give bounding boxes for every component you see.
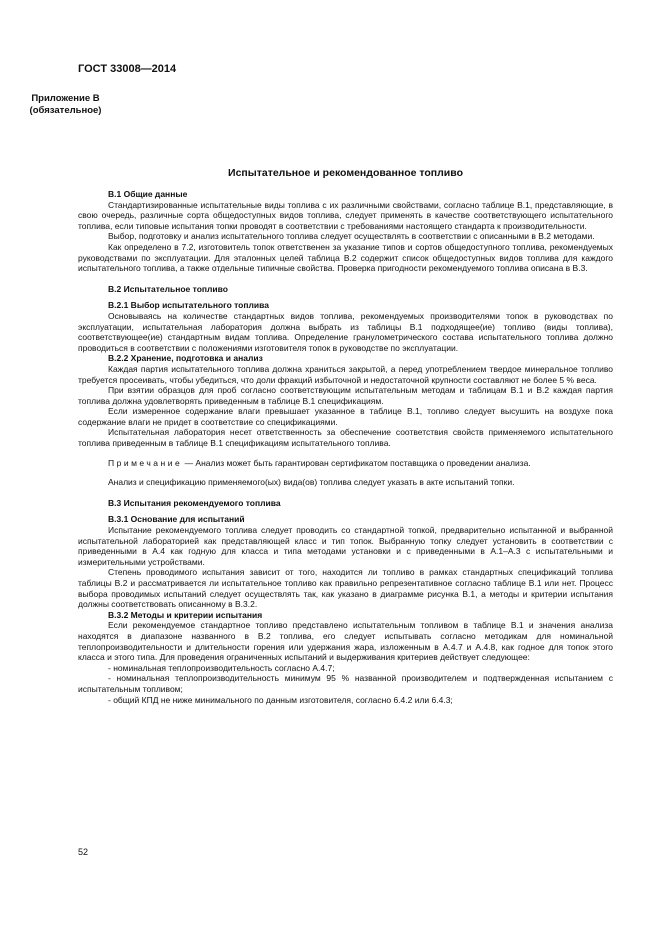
document-body	[78, 189, 613, 705]
section-heading: В.1 Общие данные	[108, 189, 188, 199]
section-heading: В.3 Испытания рекомендуемого топлива	[108, 497, 281, 508]
paragraph: Анализ и спецификацию применяемого(ых) вида(ов) топлива следует указать в акте испытаний топки.	[108, 477, 515, 488]
page-number: 52	[78, 847, 89, 857]
document-title: Испытательное и рекомендованное топливо	[228, 167, 463, 179]
subsection-heading: В.3.2 Методы и критерии испытания	[108, 609, 263, 620]
subsection-heading: В.3.1 Основание для испытаний	[108, 514, 245, 525]
appendix-title: Приложение В	[31, 93, 100, 104]
paragraph: Выбор, подготовку и анализ испытательного топлива следует осуществлять в соответствии с описанными в В.2 методами.	[108, 231, 595, 242]
list-item: - номинальная теплопроизводительность минимум 95 % названной производителем и подтвержденная испытанием с испытательным топливом;	[78, 673, 613, 694]
note-label: Примечание	[108, 457, 183, 468]
document-header: ГОСТ 33008—2014	[78, 63, 177, 75]
note-text: — Анализ может быть гарантирован сертификатом поставщика о проведении анализа.	[182, 457, 531, 468]
paragraph: Испытательная лаборатория несет ответственность за обеспечение соответствия свойств применяемого испытательного топлива приведенным в таблице В.1 спецификациям испытательного топлива.	[78, 427, 613, 449]
paragraph: Если рекомендуемое стандартное топливо представлено испытательным топливом в таблице В.1 и значения анализа находятся в диапазоне названного в В.2 топлива, его следует испытывать согласно методикам для номинальной теплопроизводительности и длительности горения или удержания жара, изложенным в А.4.7 и А.4.8, как годное для топок этого класса и этого типа. Для проведения ограниченных испытаний и выдерживания критериев действует следующее:	[78, 620, 613, 663]
paragraph: Каждая партия испытательного топлива должна храниться закрытой, а перед употреблением твердое минеральное топливо требуется просеивать, чтобы убедиться, что доли фракций избыточной и недостаточной крупности составляют не более 5 % веса.	[78, 363, 613, 385]
subsection-heading: В.2.2 Хранение, подготовка и анализ	[108, 353, 263, 364]
section-heading: В.2 Испытательное топливо	[108, 283, 228, 294]
paragraph: Как определено в 7.2, изготовитель топок ответственен за указание типов и сортов общедоступного топлива, рекомендуемых руководствами по эксплуатации. Для эталонных целей таблица В.2 содержит список общедоступных видов топлива для каждого испытательного топлива, а также отдельные типичные свойства. Проверка пригодности рекомендуемого топлива описана в В.3.	[78, 241, 613, 274]
paragraph: Если измеренное содержание влаги превышает указанное в таблице В.1, топливо следует высушить на воздухе пока содержание влаги не придет в соответствие со спецификациями.	[78, 406, 613, 427]
list-item: - общий КПД не ниже минимального по данным изготовителя, согласно 6.4.2 или 6.4.3;	[108, 694, 453, 705]
paragraph: Стандартизированные испытательные виды топлива с их различными свойствами, согласно таблице В.1, представляющие, в свою очередь, различные сорта общедоступных видов топлива, следует применять в качестве соответствующего испытательного топлива, если типовые испытания топки проводят в соответствии с требованиями настоящего стандарта к производительности.	[78, 199, 613, 231]
paragraph: Испытание рекомендуемого топлива следует проводить со стандартной топкой, предварительно испытанной и выбранной испытательной лабораторией как представляющей класс и тип топок. Выбранную топку следует установить в соответствии с приведенными в А.4 как годную для класса и типа методами установки и с приведенными в А.1–А.3 с испытательными и измерительными устройствами.	[78, 525, 613, 567]
paragraph: Степень проводимого испытания зависит от того, находится ли топливо в рамках стандартных спецификаций топлива таблицы В.2 и рассматривается ли испытательное топливо как правильно репрезентативное согласно таблице В.1 или нет. Процесс выбора проводимых испытаний следует осуществлять так, как указано в диаграмме рисунка В.1, а методы и критерии испытания должны соответствовать описанному в В.3.2.	[78, 567, 613, 610]
subsection-heading: В.2.1 Выбор испытательного топлива	[108, 300, 269, 311]
list-item: - номинальная теплопроизводительность согласно А.4.7;	[108, 662, 335, 673]
appendix-status: (обязательное)	[29, 105, 102, 116]
paragraph: При взятии образцов для проб согласно соответствующим испытательным методам и таблицам В.1 и В.2 каждая партия топлива должна удовлетворять приведенным в таблице В.1 спецификациям.	[78, 385, 613, 406]
paragraph: Основываясь на количестве стандартных видов топлива, рекомендуемых производителями топок в руководствах по эксплуатации, испытательная лаборатория должна выбрать из таблицы В.1 подходящее(ие) топливо (виды топлива), соответствующее(ие) стандартным видам топлива. Определение гранулометрического состава испытательного топлива должно проводиться в соответствии с положениями изготовителя топок в руководстве по эксплуатации.	[78, 310, 613, 353]
note	[78, 458, 613, 469]
appendix-heading	[0, 93, 661, 117]
